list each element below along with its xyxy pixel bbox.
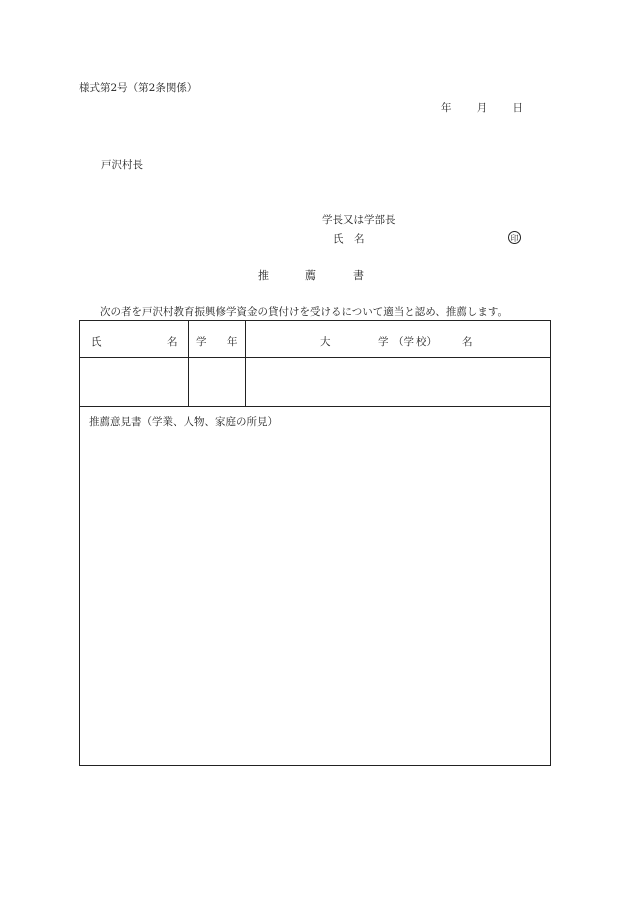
signatory-name-label: 氏 名 [333,233,365,245]
signatory-title: 学長又は学部長 [322,214,396,226]
header-year-1: 学 [196,336,207,348]
title-char: 推 [258,269,269,282]
name-cell[interactable] [80,358,188,406]
header-school-5: 名 [462,336,473,348]
date-line [441,100,523,115]
date-day: 日 [512,102,523,114]
year-cell[interactable] [189,358,245,406]
row-divider [80,406,550,407]
seal-mark: 印 [508,231,521,244]
addressee: 戸沢村長 [101,159,143,171]
intro-text: 次の者を戸沢村教育振興修学資金の貸付けを受けるについて適当と認め、推薦します。 [100,306,509,318]
header-name-2: 名 [167,336,178,348]
header-school-1: 大 [320,336,331,348]
recommendation-table [79,320,551,766]
school-cell[interactable] [246,358,550,406]
opinion-label: 推薦意見書（学業、人物、家庭の所見） [89,416,278,428]
date-month: 月 [476,102,488,114]
header-school-2: 学 [378,336,389,348]
form-number: 様式第2号（第2条関係） [79,82,198,94]
opinion-area[interactable] [80,429,550,764]
date-year: 年 [441,102,452,114]
header-year-2: 年 [227,336,238,348]
header-school-4: 校） [416,336,437,348]
title-char: 書 [353,269,364,282]
header-name-1: 氏 [91,336,102,348]
header-school-3: （学 [393,336,414,348]
title-char: 薦 [305,269,316,282]
